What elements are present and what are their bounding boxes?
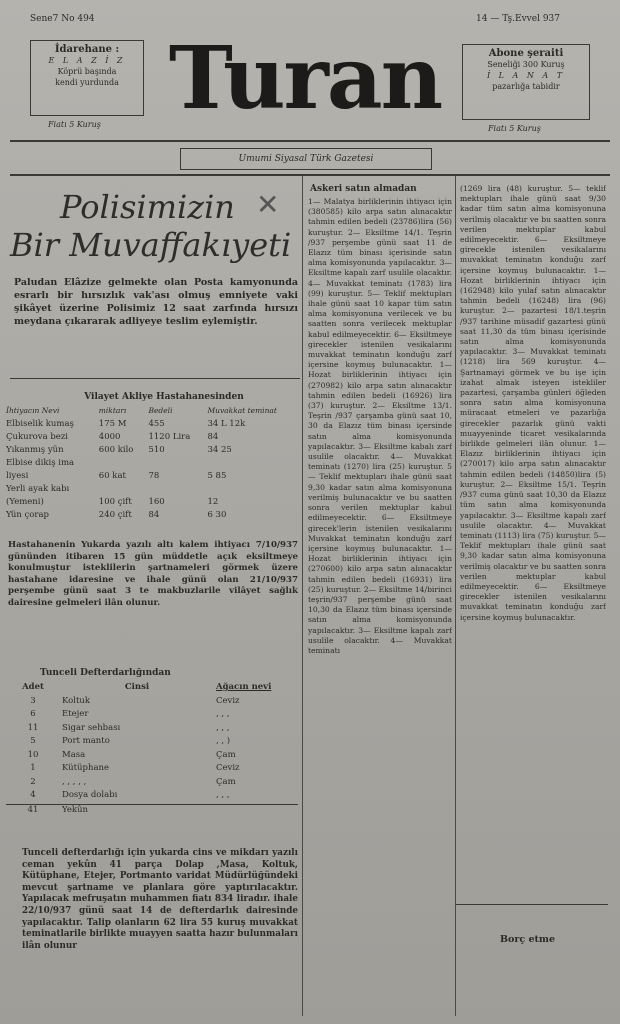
- cell: 41: [27, 804, 39, 815]
- cell: 6: [30, 709, 36, 719]
- issue-line: [30, 14, 560, 24]
- admin-box: [30, 40, 144, 116]
- cross-mark: ✕: [256, 188, 280, 221]
- cell: , , , , ,: [62, 776, 87, 787]
- hospital-notice: [30, 392, 298, 403]
- table-row: [4, 432, 300, 445]
- cell: Yerli ayak kabı: [6, 484, 70, 494]
- admin-city: E L A Z İ Z: [48, 56, 126, 65]
- hospital-body: Hastahanenin Yukarda yazılı altı kalem ihtiyacı 7/10/937 gününden itibaren 15 gün müddetle açık eksiltmeye konulmuştur isteklilerin şartnameleri görmek üzere hastahane idaresine ve ihale günü olan 21/10/937 perşembe günü saat 3 te makbuzlarile vilâyet sağlık dairesine gelmeleri ilân olunur.: [8, 540, 298, 608]
- masthead-rule-2: [10, 174, 610, 176]
- military-column-2: 1— Malatya birliklerinin ihtiyacı için (380585) kilo arpa satın alınacaktır tahmin edilen bedeli (23786)lira (56) kuruştur. 2— Eksiltme 14/1. Teşrin /937 perşembe günü saat 11 de Elazız tüm binası içerisinde satın alma komisyonunda yapılacaktır. 3— Eksiltme kapalı zarf usulile olacaktır. 4— Muvakkat teminatı (1783) lira (99) kuruştur. 5— Teklif mektupları ihale günü saat 10 kapar tüm satın alma komisyonuna verilecek ve bu saatten sonra verilecek mektuplar kabul edilmeyecektir. 6— Eksiltmeye girecekler istenilen vesikalarını muvakkat teminatın konduğu zarf içersine koymuş bulunacaktır. 1— Hozat birliklerinin ihtiyacı için (270982) kilo arpa satın alınacaktır tahmin edilen bedeli (16926) lira (37) kuruştur. 2— Eksiltme 13/1. Teşrin /937 çarşamba günü saat 10, 30 da Elazız tüm binası içersinde satın alma komisyonunda yapılacaktır. 3— Eksiltme kabalı zarf usulile olacaktır. 4— Muvakkat teminatı (1270) lira (25) kuruştur. 5— Teklif mektupları ihale günü saat 9,30 kadar satın alma komisyonuna verilmiş bulunacaktır ve bu saatten sonra verilen mektuplar kabul edilmeyecektir. 6— Eksiltmeye girecek'lerin istenilen vesikalarını Muvakkat teminatın konduğu zarf içersine koymuş bulunacaktır. 1— Hozat birliklerinin ihtiyacı için (270600) kilo arpa satın alınacaktır tahmin edilen bedeli (16931) lira (25) kuruştur. 2— Eksiltme 14/birinci teşrin/937 perşembe günü saat 10,30 da Elazız tüm binası içersinde satın alma komisyonunda yapılacaktır. 3— Eksiltme kapalı zarf usulile olacaktır. 4— Muvakkat teminatı: [308, 197, 452, 655]
- cell: Ceviz: [216, 763, 240, 773]
- cell: 10: [27, 749, 39, 760]
- cell: 510: [148, 445, 165, 455]
- table-row: [4, 484, 300, 497]
- cell: 84: [207, 432, 219, 442]
- cell: 12: [207, 497, 219, 507]
- tunceli-table-header: [6, 682, 298, 696]
- cell: [146, 484, 205, 497]
- cell: Port manto: [62, 736, 110, 746]
- cell: Etejer: [62, 709, 89, 719]
- cell: 160: [148, 497, 165, 507]
- cell: Masa: [62, 749, 86, 760]
- table-row: [4, 510, 300, 523]
- lead-body: Paludan Elâzize gelmekte olan Posta kamyonunda esrarlı bir hırsızlık vak'ası olmuş emniyete vaki şikâyet üzerine Polisimiz 12 saat zarfında hırsızı meydana çıkararak adliyeye teslim eylemiştir.: [14, 277, 298, 327]
- cell: [97, 484, 147, 497]
- cell: Ceviz: [216, 695, 240, 706]
- price-left: Fiatı 5 Kuruş: [48, 120, 101, 129]
- footer-rule: [456, 904, 608, 905]
- lead-rule: [10, 378, 300, 379]
- cell: 100 çift: [98, 497, 132, 507]
- admin-line1: Köprü başında: [57, 67, 117, 76]
- tunceli-body: Tunceli defterdarlığı için yukarda cins ve mikdarı yazılı ceman yekûn 41 parça Dolap ,Masa, Koltuk, Kütüphane, Etejer, Portmanto varidat Müdürlüğündeki mevcut şartname ve planlara göre yaptırılacaktır. Yapılacak mefruşatın muhammen fiatı 834 liradır. ihale 22/10/937 günü saat 14 de defterdarlık dairesinde yapılacaktır. Talip olanların 62 lira 55 kuruş muvakkat teminatlarile birlikte muayyen saatta hazır bulunmaları ilân olunur: [22, 848, 298, 951]
- subscribe-line3: pazarlığa tabidir: [492, 82, 560, 91]
- cell: 3: [30, 695, 36, 706]
- cell: [214, 804, 298, 818]
- cell: Çam: [216, 749, 236, 760]
- cell: Yekûn: [62, 804, 89, 815]
- cell: 4000: [98, 432, 121, 442]
- cell: Elbise dikiş ima: [6, 458, 75, 468]
- hospital-col-0: İhtiyacın Nevi: [6, 406, 60, 415]
- price-right: Fiatı 5 Kuruş: [488, 124, 541, 133]
- lead-headline-2: Bir Muvaffakıyeti: [10, 226, 292, 264]
- table-row: [6, 709, 298, 723]
- table-row: [6, 723, 298, 737]
- table-row: [6, 750, 298, 764]
- cell: 2: [30, 776, 36, 787]
- subscribe-heading: Abone şeraiti: [488, 48, 564, 59]
- cell: 1120 Lira: [148, 432, 191, 442]
- table-row: [6, 736, 298, 750]
- table-row: [6, 696, 298, 710]
- tunceli-table: [6, 682, 298, 818]
- cell: 5: [30, 736, 36, 746]
- cell: 78: [148, 471, 160, 481]
- subscribe-line1: Seneliği 300 Kuruş: [487, 60, 565, 69]
- tunceli-col-0: Adet: [22, 682, 44, 692]
- table-row: [4, 471, 300, 484]
- hospital-table: [4, 406, 300, 523]
- cell: 11: [27, 722, 39, 733]
- tunceli-col-2: Ağacın nevi: [216, 682, 272, 692]
- subscribe-box: [462, 44, 590, 120]
- cell: , , ,: [216, 709, 230, 719]
- hospital-table-header: [4, 406, 300, 419]
- cell: 84: [148, 510, 160, 520]
- table-row: [6, 790, 298, 804]
- cell: Yün çorap: [6, 510, 49, 520]
- masthead-title: Turan: [168, 28, 442, 129]
- cell: 455: [148, 419, 165, 429]
- cell: [205, 458, 300, 471]
- table-row: [4, 497, 300, 510]
- issue-number: Sene7 No 494: [30, 14, 95, 24]
- cell: 60 kat: [98, 471, 126, 481]
- column-rule-2: [455, 176, 456, 1016]
- footer-heading: Borç etme: [500, 934, 555, 945]
- table-row: [6, 763, 298, 777]
- cell: , , ,: [216, 790, 230, 800]
- cell: liyesi: [6, 471, 29, 481]
- cell: 175 M: [98, 419, 127, 429]
- table-row: [6, 804, 298, 818]
- cell: 34 L 12k: [207, 419, 246, 429]
- hospital-col-2: Bedeli: [148, 406, 173, 415]
- admin-heading: İdarehane :: [54, 44, 120, 55]
- cell: Dosya dolabı: [62, 790, 118, 800]
- cell: , , ,: [216, 722, 230, 733]
- cell: Çukurova bezi: [6, 432, 69, 442]
- cell: [97, 458, 147, 471]
- masthead-rule: [10, 140, 610, 142]
- cell: 240 çift: [98, 510, 132, 520]
- military-column-3: (1269 lira (48) kuruştur. 5— teklif mektupları ihale günü saat 9/30 kadar tüm satın alma komisyonuna verilmiş olacaktır ve bu saatten sonra verilen mektuplar kabul edilmeyecektir. 6— Eksiltmeye girecekle istenilen vesikalarını muvakkat teminatın konduğu zarf içersine koymuş bulunacaktır. 1— Hozat birliklerinin ihtiyacı için (162948) kilo yulaf satın alınacaktır tahmin bedeli (16248) lira (96) kuruştur. 2— pazartesi 18/1.teşrin /937 tarihine müsadif gazartesi günü saat 11,30 da tüm binası içerisinde satın alma komisyonunda yapılacaktır. 3— Muvakkat teminatı (1218) lira 569 kuruştur. 4— Şartnamayi görmek ve bu işe için izahat almak isteyen istekliler pazartesi, çarşamba günleri öğleden sonra satın alma komisyonuna müracaat etmeleri ve pazarlığa girecekler pazarlık günü vakti muayyeninde ticaret vesikalarında birlikde gelmeleri ilân olunur. 1— Elazız birliklerinin ihtiyacı için (270017) kilo arpa satın alınacaktır tahmin edilen bedeli (14850)lira (5) kuruştur. 2— Eksiltme 15/1. Teşrin /937 cuma günü saat 10,30 da Elazız tüm satın alma komisyonunda yapılacaktır. 3— Eksiltme kapalı zarf usulile olacaktır. 4— Muvakkat teminatı (1113) lira (75) kuruştur. 5— Teklif mektupları ihale günü saat 9,30 kadar satın alma komisyonuna verilmiş olacaktır ve bu saatten sonra verilen mektuplar kabul edilmeyecektir. 6— Eksiltmeye girecekler istenilen vesikalarını muvakkat teminatın konduğu zarf içersine koymuş bulunacaktır.: [460, 184, 606, 622]
- cell: 34 25: [207, 445, 232, 455]
- tunceli-heading: Tunceli Defterdarlığından: [40, 668, 171, 678]
- admin-line2: kendi yurdunda: [55, 78, 119, 87]
- cell: Sigar sehbası: [62, 722, 121, 733]
- hospital-col-3: Muvakkat teminat: [207, 406, 277, 415]
- cell: Çam: [216, 776, 236, 787]
- cell: Elbiselik kumaş: [6, 419, 74, 429]
- cell: [146, 458, 205, 471]
- cell: 600 kilo: [98, 445, 134, 455]
- tunceli-col-1: Cinsi: [124, 682, 150, 692]
- masthead-subtitle: Umumi Siyasal Türk Gazetesi: [180, 148, 432, 170]
- table-row: [6, 777, 298, 791]
- cell: Koltuk: [62, 695, 90, 706]
- table-row: [4, 419, 300, 432]
- cell: , , ): [216, 736, 231, 746]
- issue-date: 14 — Tş.Evvel 937: [476, 14, 560, 24]
- table-row: [4, 458, 300, 471]
- cell: 5 85: [207, 471, 227, 481]
- cell: 4: [30, 790, 36, 800]
- lead-headline-1: Polisimizin: [60, 188, 235, 226]
- cell: Yıkanmış yün: [6, 445, 64, 455]
- column-rule-1: [302, 176, 303, 1016]
- subscribe-line2: İ L A N A T: [486, 71, 566, 80]
- hospital-heading: Vilayet Akliye Hastahanesinden: [84, 392, 244, 402]
- military-heading: Askeri satın almadan: [310, 184, 417, 194]
- cell: 6 30: [207, 510, 227, 520]
- cell: Kütüphane: [62, 763, 110, 773]
- hospital-col-1: miktarı: [98, 406, 127, 415]
- table-row: [4, 445, 300, 458]
- cell: 1: [30, 763, 36, 773]
- cell: [205, 484, 300, 497]
- cell: (Yemeni): [6, 497, 44, 507]
